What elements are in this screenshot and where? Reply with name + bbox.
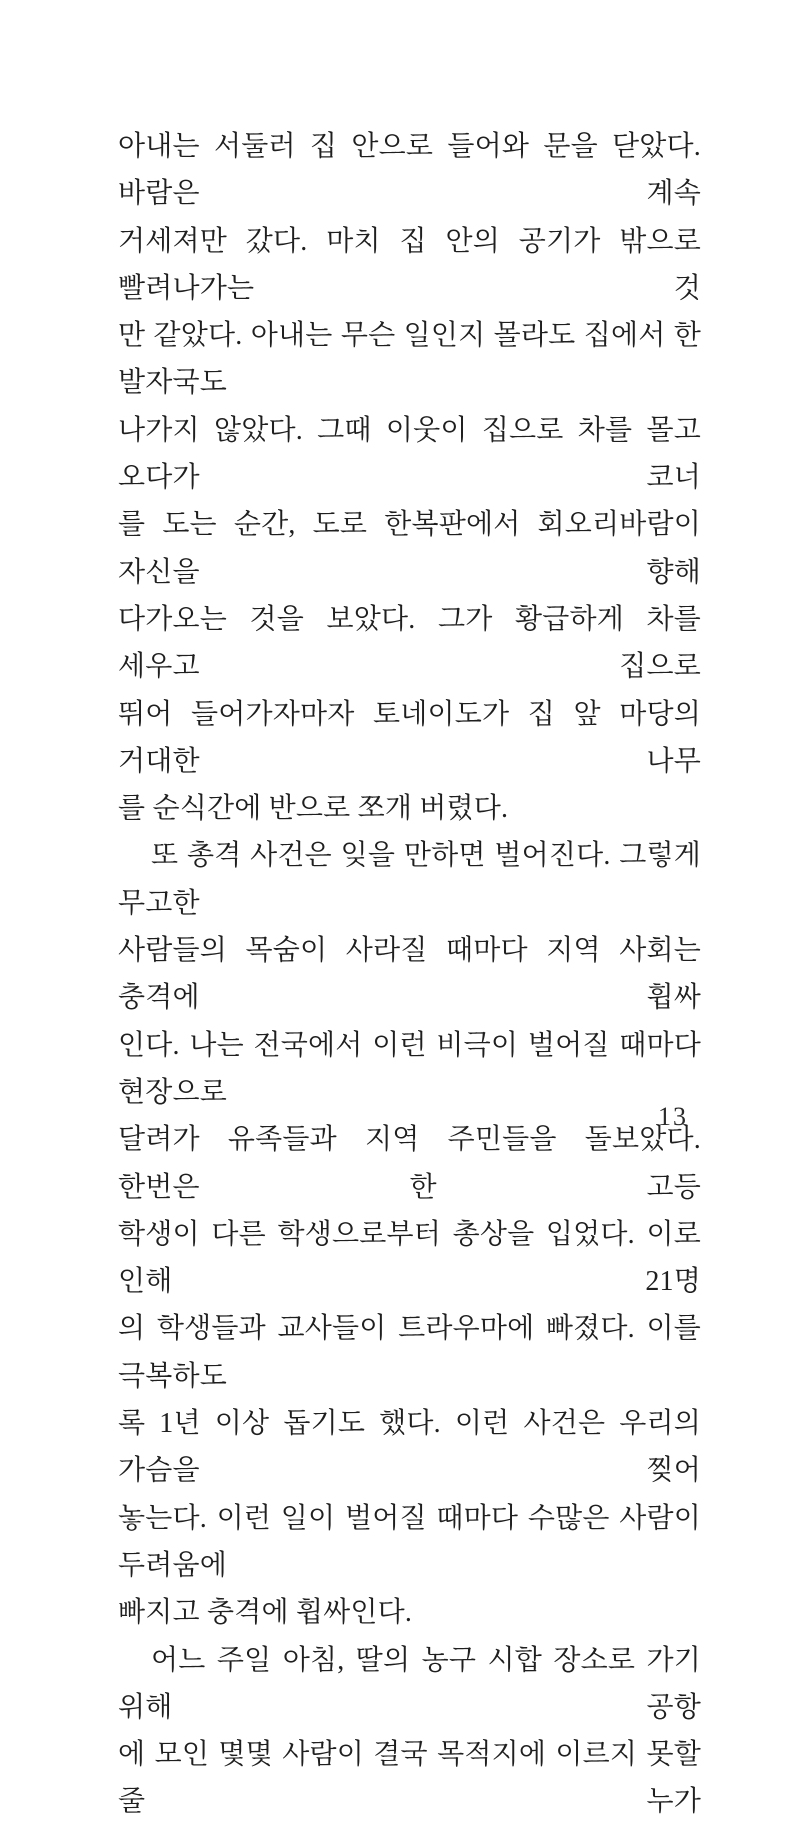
text-line: 에 모인 몇몇 사람이 결국 목적지에 이르지 못할 줄 누가 bbox=[118, 1739, 701, 1818]
text-line: 어느 주일 아침, 딸의 농구 시합 장소로 가기 위해 공항 bbox=[118, 1644, 701, 1723]
paragraph bbox=[118, 832, 701, 1636]
text-line: 다가오는 것을 보았다. 그가 황급하게 차를 세우고 집으로 bbox=[118, 603, 701, 683]
text-line: 록 1년 이상 돕기도 했다. 이런 사건은 우리의 가슴을 찢어 bbox=[118, 1408, 701, 1487]
text-line: 빠지고 충격에 휩싸인다. bbox=[118, 1597, 413, 1629]
text-line: 달려가 유족들과 지역 주민들을 돌보았다. 한번은 한 고등 bbox=[118, 1124, 701, 1203]
text-line: 아내는 서둘러 집 안으로 들어와 문을 닫았다. 바람은 계속 bbox=[118, 131, 701, 210]
text-line: 의 학생들과 교사들이 트라우마에 빠졌다. 이를 극복하도 bbox=[118, 1313, 701, 1392]
page-number: 13 bbox=[658, 1102, 688, 1131]
text-line: 인다. 나는 전국에서 이런 비극이 벌어질 때마다 현장으로 bbox=[118, 1029, 701, 1108]
text-line: 뛰어 들어가자마자 토네이도가 집 앞 마당의 거대한 나무 bbox=[118, 698, 701, 777]
text-line: 사람들의 목숨이 사라질 때마다 지역 사회는 충격에 휩싸 bbox=[118, 935, 701, 1014]
text-line: 거세져만 갔다. 마치 집 안의 공기가 밖으로 빨려나가는 것 bbox=[118, 225, 701, 304]
text-line: 만 같았다. 아내는 무슨 일인지 몰라도 집에서 한 발자국도 bbox=[118, 320, 701, 399]
body-text bbox=[118, 123, 701, 1826]
text-line: 를 도는 순간, 도로 한복판에서 회오리바람이 자신을 향해 bbox=[118, 509, 701, 588]
text-line: 놓는다. 이런 일이 벌어질 때마다 수많은 사람이 두려움에 bbox=[118, 1502, 701, 1581]
text-line: 학생이 다른 학생으로부터 총상을 입었다. 이로 인해 21명 bbox=[118, 1218, 701, 1298]
text-line: 나가지 않았다. 그때 이웃이 집으로 차를 몰고 오다가 코너 bbox=[118, 414, 701, 494]
text-line: 를 순식간에 반으로 쪼개 버렸다. bbox=[118, 793, 509, 825]
paragraph bbox=[118, 1637, 701, 1826]
paragraph bbox=[118, 123, 701, 832]
text-line: 또 총격 사건은 잊을 만하면 벌어진다. 그렇게 무고한 bbox=[118, 840, 701, 919]
